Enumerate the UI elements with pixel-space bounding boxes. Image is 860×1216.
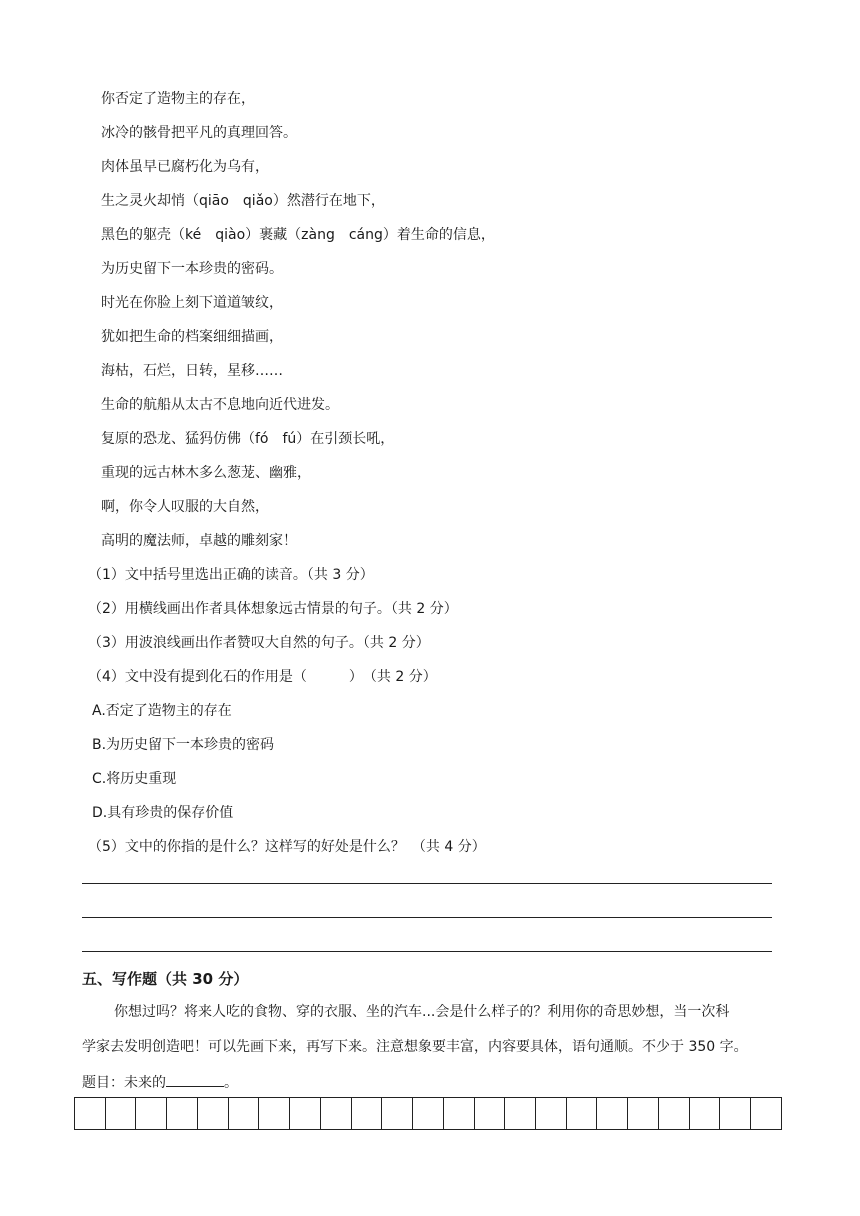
poem-line-10: 生命的航船从太古不息地向近代进发。 bbox=[101, 397, 339, 413]
grid-cell[interactable] bbox=[628, 1097, 659, 1130]
grid-cell[interactable] bbox=[352, 1097, 383, 1130]
grid-cell[interactable] bbox=[720, 1097, 751, 1130]
question-4: （4）文中没有提到化石的作用是（ ） （共 2 分） bbox=[88, 669, 437, 685]
grid-cell[interactable] bbox=[413, 1097, 444, 1130]
poem-line-1: 你否定了造物主的存在， bbox=[101, 91, 255, 107]
title-blank[interactable] bbox=[166, 1072, 224, 1087]
grid-cell[interactable] bbox=[290, 1097, 321, 1130]
option-a: A.否定了造物主的存在 bbox=[92, 703, 232, 719]
answer-line-3[interactable] bbox=[82, 951, 772, 952]
question-3: （3）用波浪线画出作者赞叹大自然的句子。（共 2 分） bbox=[88, 635, 430, 651]
option-d: D.具有珍贵的保存价值 bbox=[92, 805, 234, 821]
poem-line-3: 肉体虽早已腐朽化为乌有， bbox=[101, 159, 269, 175]
answer-line-1[interactable] bbox=[82, 883, 772, 884]
grid-cell[interactable] bbox=[597, 1097, 628, 1130]
grid-cell[interactable] bbox=[75, 1097, 106, 1130]
poem-line-14: 高明的魔法师，卓越的雕刻家！ bbox=[101, 533, 297, 549]
grid-cell[interactable] bbox=[229, 1097, 260, 1130]
grid-cell[interactable] bbox=[444, 1097, 475, 1130]
poem-line-12: 重现的远古林木多么葱茏、幽雅， bbox=[101, 465, 311, 481]
question-2: （2）用横线画出作者具体想象远古情景的句子。（共 2 分） bbox=[88, 601, 458, 617]
grid-cell[interactable] bbox=[198, 1097, 229, 1130]
writing-grid[interactable] bbox=[74, 1097, 782, 1130]
grid-cell[interactable] bbox=[567, 1097, 598, 1130]
grid-cell[interactable] bbox=[536, 1097, 567, 1130]
question-1: （1）文中括号里选出正确的读音。（共 3 分） bbox=[88, 567, 374, 583]
writing-title-prefix: 题目：未来的 bbox=[82, 1075, 166, 1091]
poem-line-8: 犹如把生命的档案细细描画， bbox=[101, 329, 283, 345]
poem-line-2: 冰冷的骸骨把平凡的真理回答。 bbox=[101, 125, 297, 141]
grid-cell[interactable] bbox=[690, 1097, 721, 1130]
grid-cell[interactable] bbox=[136, 1097, 167, 1130]
poem-line-13: 啊，你令人叹服的大自然， bbox=[101, 499, 269, 515]
writing-section-heading: 五、写作题（共 30 分） bbox=[82, 970, 249, 988]
option-c: C.将历史重现 bbox=[92, 771, 177, 787]
writing-prompt-line-2: 学家去发明创造吧！可以先画下来，再写下来。注意想象要丰富，内容要具体，语句通顺。不少于 350 字。 bbox=[82, 1039, 748, 1055]
poem-line-6: 为历史留下一本珍贵的密码。 bbox=[101, 261, 283, 277]
grid-cell[interactable] bbox=[751, 1097, 782, 1130]
poem-line-4: 生之灵火却悄（qiāo qiǎo）然潜行在地下， bbox=[101, 193, 385, 209]
poem-line-7: 时光在你脸上刻下道道皱纹， bbox=[101, 295, 283, 311]
grid-cell[interactable] bbox=[505, 1097, 536, 1130]
writing-title-suffix: 。 bbox=[224, 1075, 238, 1091]
option-b: B.为历史留下一本珍贵的密码 bbox=[92, 737, 275, 753]
grid-cell[interactable] bbox=[259, 1097, 290, 1130]
grid-cell[interactable] bbox=[659, 1097, 690, 1130]
grid-cell[interactable] bbox=[321, 1097, 352, 1130]
grid-cell[interactable] bbox=[382, 1097, 413, 1130]
grid-cell[interactable] bbox=[167, 1097, 198, 1130]
grid-cell[interactable] bbox=[106, 1097, 137, 1130]
poem-line-11: 复原的恐龙、猛犸仿佛（fó fú）在引颈长吼， bbox=[101, 431, 395, 447]
grid-cell[interactable] bbox=[475, 1097, 506, 1130]
writing-title-line bbox=[82, 1072, 774, 1092]
poem-line-9: 海枯，石烂，日转，星移…… bbox=[101, 363, 283, 379]
poem-line-5: 黑色的躯壳（ké qiào）裹藏（zàng cáng）着生命的信息， bbox=[101, 227, 495, 243]
answer-line-2[interactable] bbox=[82, 917, 772, 918]
question-5: （5）文中的你指的是什么？这样写的好处是什么？ （共 4 分） bbox=[88, 839, 486, 855]
writing-prompt-line-1: 你想过吗？将来人吃的食物、穿的衣服、坐的汽车...会是什么样子的？利用你的奇思妙想，当一次科 bbox=[114, 1004, 730, 1020]
